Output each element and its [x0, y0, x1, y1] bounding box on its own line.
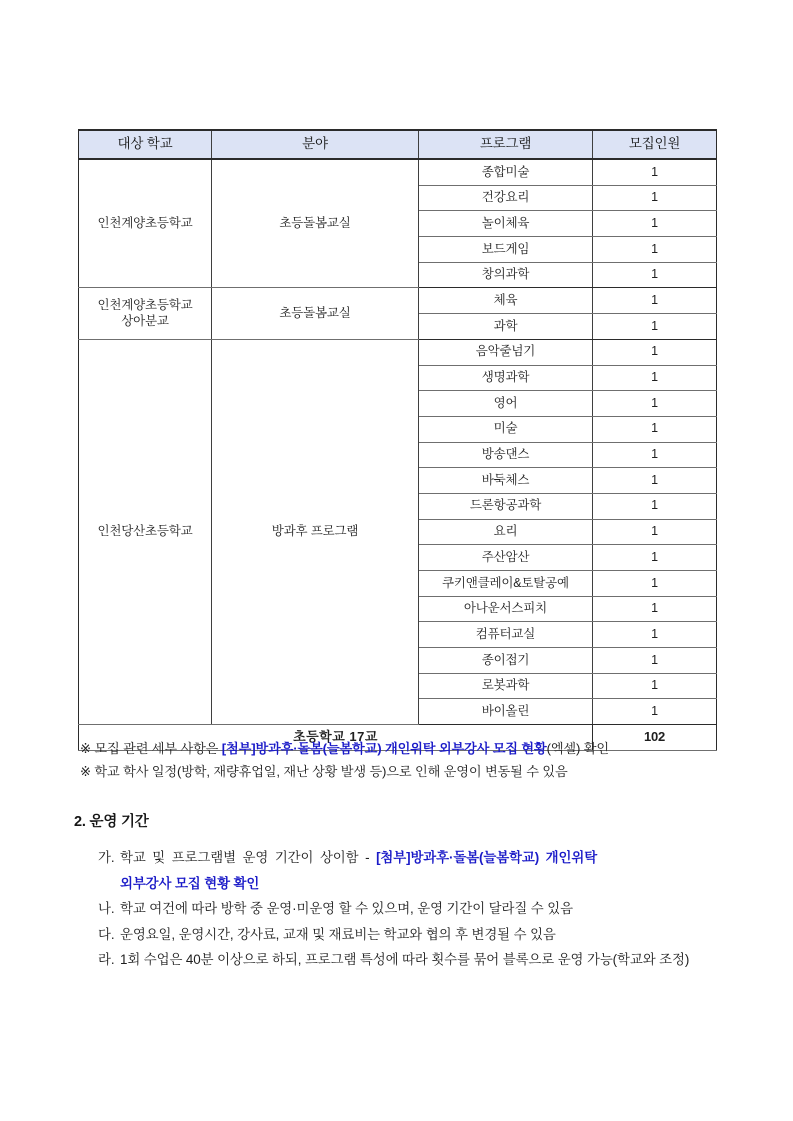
column-header-school: 대상 학교	[79, 130, 212, 159]
cell-school: 인천계양초등학교	[79, 159, 212, 288]
cell-count: 1	[593, 339, 717, 365]
table-header	[79, 130, 717, 159]
cell-count: 1	[593, 673, 717, 699]
total-label: 초등학교 17교	[79, 725, 593, 751]
cell-count: 1	[593, 365, 717, 391]
cell-program: 과학	[419, 314, 593, 340]
cell-program: 창의과학	[419, 262, 593, 288]
cell-program: 미술	[419, 416, 593, 442]
item-ga-continuation: 외부강사 모집 현황 확인	[120, 875, 260, 891]
cell-count: 1	[593, 648, 717, 674]
column-header-program: 프로그램	[419, 130, 593, 159]
section-operating-period	[74, 810, 774, 973]
item-marker-da: 다.	[98, 926, 115, 942]
note-line-2	[80, 761, 760, 784]
cell-count: 1	[593, 493, 717, 519]
cell-program: 생명과학	[419, 365, 593, 391]
cell-program: 요리	[419, 519, 593, 545]
cell-program: 종이접기	[419, 648, 593, 674]
cell-count: 1	[593, 596, 717, 622]
recruitment-table	[78, 129, 717, 751]
item-marker-na: 나.	[98, 901, 115, 916]
cell-count: 1	[593, 288, 717, 314]
cell-count: 1	[593, 571, 717, 597]
cell-program: 바이올린	[419, 699, 593, 725]
cell-count: 1	[593, 442, 717, 468]
cell-count: 1	[593, 262, 717, 288]
cell-program: 드론항공과학	[419, 493, 593, 519]
cell-count: 1	[593, 468, 717, 494]
note-line-1	[80, 738, 760, 761]
item-body-na: 학교 여건에 따라 방학 중 운영·미운영 할 수 있으며, 운영 기간이 달라질 수 있음	[120, 901, 573, 916]
item-body-da: 운영요일, 운영시간, 강사료, 교재 및 재료비는 학교와 협의 후 변경될 수 있음	[120, 926, 556, 942]
item-marker-ra: 라.	[98, 952, 115, 967]
item-ga-attachment-reference: [첨부]방과후·돌봄(늘봄학교) 개인위탁	[376, 850, 598, 865]
cell-program: 방송댄스	[419, 442, 593, 468]
table-row	[79, 339, 717, 365]
cell-count: 1	[593, 211, 717, 237]
table-body	[79, 159, 717, 725]
cell-program: 쿠키앤클레이&토탈공예	[419, 571, 593, 597]
section-item-ga	[74, 845, 774, 896]
item-body-ra: 1회 수업은 40분 이상으로 하되, 프로그램 특성에 따라 횟수를 묶어 블록으로 운영 가능(학교와 조정)	[120, 952, 690, 967]
note-1-prefix: ※ 모집 관련 세부 사항은	[80, 741, 222, 756]
cell-count: 1	[593, 519, 717, 545]
school-name-line2: 상아분교	[121, 313, 169, 328]
cell-program: 아나운서스피치	[419, 596, 593, 622]
school-name-line1: 인천계양초등학교	[97, 298, 193, 312]
cell-school	[79, 288, 212, 339]
cell-program: 건강요리	[419, 185, 593, 211]
table-row	[79, 159, 717, 185]
cell-count: 1	[593, 622, 717, 648]
item-ga-text: 학교 및 프로그램별 운영 기간이 상이함 -	[120, 850, 377, 865]
section-item-da	[74, 922, 774, 948]
notes-block	[80, 738, 760, 783]
cell-count: 1	[593, 314, 717, 340]
item-marker-ga: 가.	[98, 850, 115, 865]
section-title: 2. 운영 기간	[74, 814, 149, 830]
cell-program: 놀이체육	[419, 211, 593, 237]
item-body-ga	[98, 845, 774, 871]
note-2-text: ※ 학교 학사 일정(방학, 재량휴업일, 재난 상황 발생 등)으로 인해 운영이 변동될 수 있음	[80, 763, 568, 779]
header-row	[79, 130, 717, 159]
cell-field: 초등돌봄교실	[212, 159, 419, 288]
note-1-attachment-reference: [첨부]방과후·돌봄(늘봄학교) 개인위탁 외부강사 모집 현황	[221, 741, 547, 756]
cell-count: 1	[593, 185, 717, 211]
cell-count: 1	[593, 391, 717, 417]
cell-program: 종합미술	[419, 159, 593, 185]
section-item-ra	[74, 947, 774, 973]
recruitment-table-container	[78, 129, 716, 751]
cell-program: 보드게임	[419, 237, 593, 263]
column-header-field: 분야	[212, 130, 419, 159]
cell-program: 영어	[419, 391, 593, 417]
note-1-suffix: (엑셀) 확인	[546, 741, 609, 756]
cell-program: 체육	[419, 288, 593, 314]
section-item-na	[74, 896, 774, 922]
column-header-count: 모집인원	[593, 130, 717, 159]
cell-program: 음악줄넘기	[419, 339, 593, 365]
cell-count: 1	[593, 237, 717, 263]
cell-count: 1	[593, 699, 717, 725]
cell-count: 1	[593, 545, 717, 571]
cell-program: 바둑체스	[419, 468, 593, 494]
total-count: 102	[593, 725, 717, 751]
cell-field: 초등돌봄교실	[212, 288, 419, 339]
table-row	[79, 288, 717, 314]
cell-count: 1	[593, 159, 717, 185]
cell-field: 방과후 프로그램	[212, 339, 419, 724]
cell-program: 주산암산	[419, 545, 593, 571]
cell-school: 인천당산초등학교	[79, 339, 212, 724]
cell-program: 컴퓨터교실	[419, 622, 593, 648]
cell-program: 로봇과학	[419, 673, 593, 699]
cell-count: 1	[593, 416, 717, 442]
